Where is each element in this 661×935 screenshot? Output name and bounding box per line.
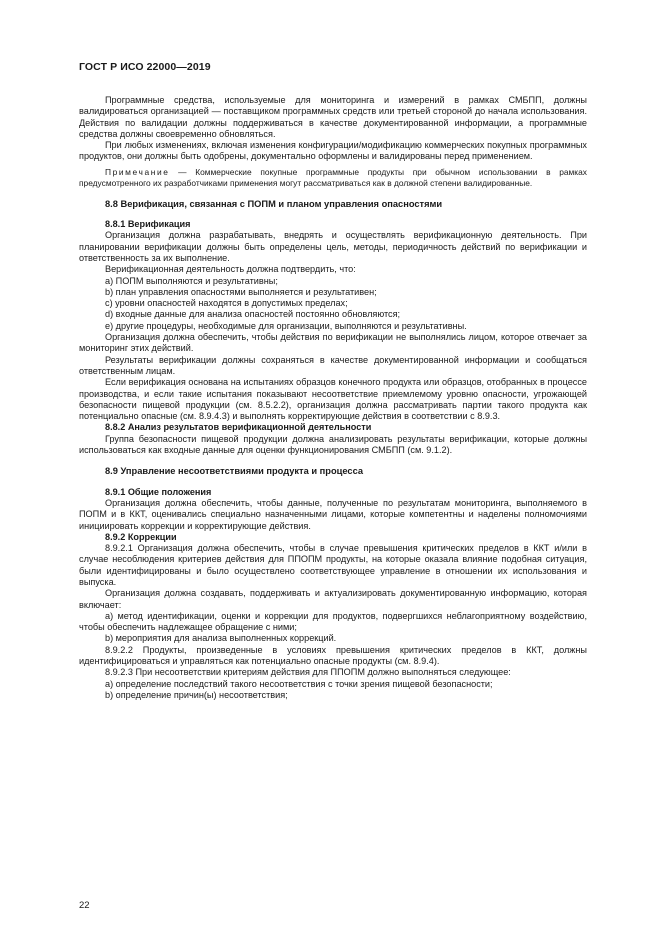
list-item: d) входные данные для анализа опасностей постоянно обновляются; bbox=[105, 309, 401, 320]
list-item: c) уровни опасностей находятся в допустимых пределах; bbox=[105, 298, 348, 309]
paragraph: Организация должна обеспечить, чтобы данные, полученные по результатам мониторинга, выполняемого в ПОПМ и в ККТ, оценивались специально назначенными лицами, которые компетентны и наделены полномочиями инициировать коррекции и корректирующие действия. bbox=[79, 497, 587, 531]
subsection-heading: 8.8.2 Анализ результатов верификационной деятельности bbox=[105, 422, 372, 433]
section-heading: 8.9 Управление несоответствиями продукта и процесса bbox=[105, 466, 364, 477]
paragraph: Если верификация основана на испытаниях образцов конечного продукта или образцов, отобранных в процессе производства, и если такие испытания показывают несоответствие приемлемому уровню опасности, угрожающей безопасности пищевой продукции (см. 8.5.2.2), организация должна рассматривать партии такого продукта как потенциально опасные (см. 8.9.4.3) и выполнять корректирующие действия в соответствии с 8.9.3. bbox=[79, 377, 587, 422]
subsection-heading: 8.9.2 Коррекции bbox=[105, 531, 177, 542]
paragraph: Организация должна создавать, поддерживать и актуализировать документированную информацию, которая включает: bbox=[79, 588, 587, 610]
list-item: a) метод идентификации, оценки и коррекции для продуктов, подвергшихся неблагоприятному воздействию, чтобы обеспечить надлежащее обращение с ними; bbox=[79, 610, 587, 633]
paragraph: Организация должна обеспечить, чтобы действия по верификации не выполнялись лицом, которое отвечает за мониторинг этих действий. bbox=[79, 332, 587, 354]
list-item: b) план управления опасностями выполняется и результативен; bbox=[105, 286, 377, 297]
page-number: 22 bbox=[79, 900, 90, 911]
paragraph: При любых изменениях, включая изменения конфигурации/модификацию коммерческих покупных программных продуктов, они должны быть одобрены, документально оформлены и валидированы перед применением. bbox=[79, 140, 587, 162]
paragraph: Верификационная деятельность должна подтвердить, что: bbox=[105, 264, 356, 275]
subsection-heading: 8.8.1 Верификация bbox=[105, 219, 191, 230]
paragraph: Программные средства, используемые для мониторинга и измерений в рамках СМБПП, должны валидироваться организацией — поставщиком программных средств или третьей стороной до начала использования. Действия по валидации должны поддерживаться в качестве документированной информации, а программные средства должны своевременно обновляться. bbox=[79, 95, 587, 139]
paragraph: 8.9.2.1 Организация должна обеспечить, чтобы в случае превышения критических пределов в ККТ и/или в случае несоблюдения критериев действия для ППОПМ продукты, на которые оказала влияние подобная ситуация, были идентифицированы и было осуществлено соответствующее управление в отношении их использования и выпуска. bbox=[79, 543, 587, 587]
paragraph: 8.9.2.2 Продукты, произведенные в условиях превышения критических пределов в ККТ, должны идентифицироваться и управляться как потенциально опасные продукты (см. 8.9.4). bbox=[79, 644, 587, 667]
list-item: e) другие процедуры, необходимые для организации, выполняются и результативны. bbox=[105, 320, 467, 331]
note-label: Примечание bbox=[105, 166, 170, 177]
note bbox=[79, 167, 587, 189]
section-heading: 8.8 Верификация, связанная с ПОПМ и планом управления опасностями bbox=[105, 198, 443, 209]
paragraph: Результаты верификации должны сохраняться в качестве документированной информации и сообщаться ответственным лицам. bbox=[79, 354, 587, 376]
paragraph: 8.9.2.3 При несоответствии критериям действия для ППОПМ должно выполняться следующее: bbox=[105, 667, 511, 678]
list-item: a) ПОПМ выполняются и результативны; bbox=[105, 275, 278, 286]
subsection-heading: 8.9.1 Общие положения bbox=[105, 486, 212, 497]
note-text: — Коммерческие покупные программные продукты при обычном использовании в рамках предусмотренного их разработчиками применения могут рассматриваться как в должной степени валидированные. bbox=[79, 166, 587, 188]
list-item: b) определение причин(ы) несоответствия; bbox=[105, 689, 288, 700]
list-item: b) мероприятия для анализа выполненных коррекций. bbox=[105, 633, 337, 644]
paragraph: Организация должна разрабатывать, внедрять и осуществлять верификационную деятельность. При планировании верификации должны быть определены цель, методы, периодичность действий по верификации и ответственность за их выполнение. bbox=[79, 230, 587, 263]
list-item: a) определение последствий такого несоответствия с точки зрения пищевой безопасности; bbox=[105, 678, 493, 689]
document-header: ГОСТ Р ИСО 22000—2019 bbox=[79, 61, 211, 73]
paragraph: Группа безопасности пищевой продукции должна анализировать результаты верификации, которые должны использоваться как входные данные для оценки функционирования СМБПП (см. 9.1.2). bbox=[79, 433, 587, 456]
page-content bbox=[79, 95, 587, 701]
